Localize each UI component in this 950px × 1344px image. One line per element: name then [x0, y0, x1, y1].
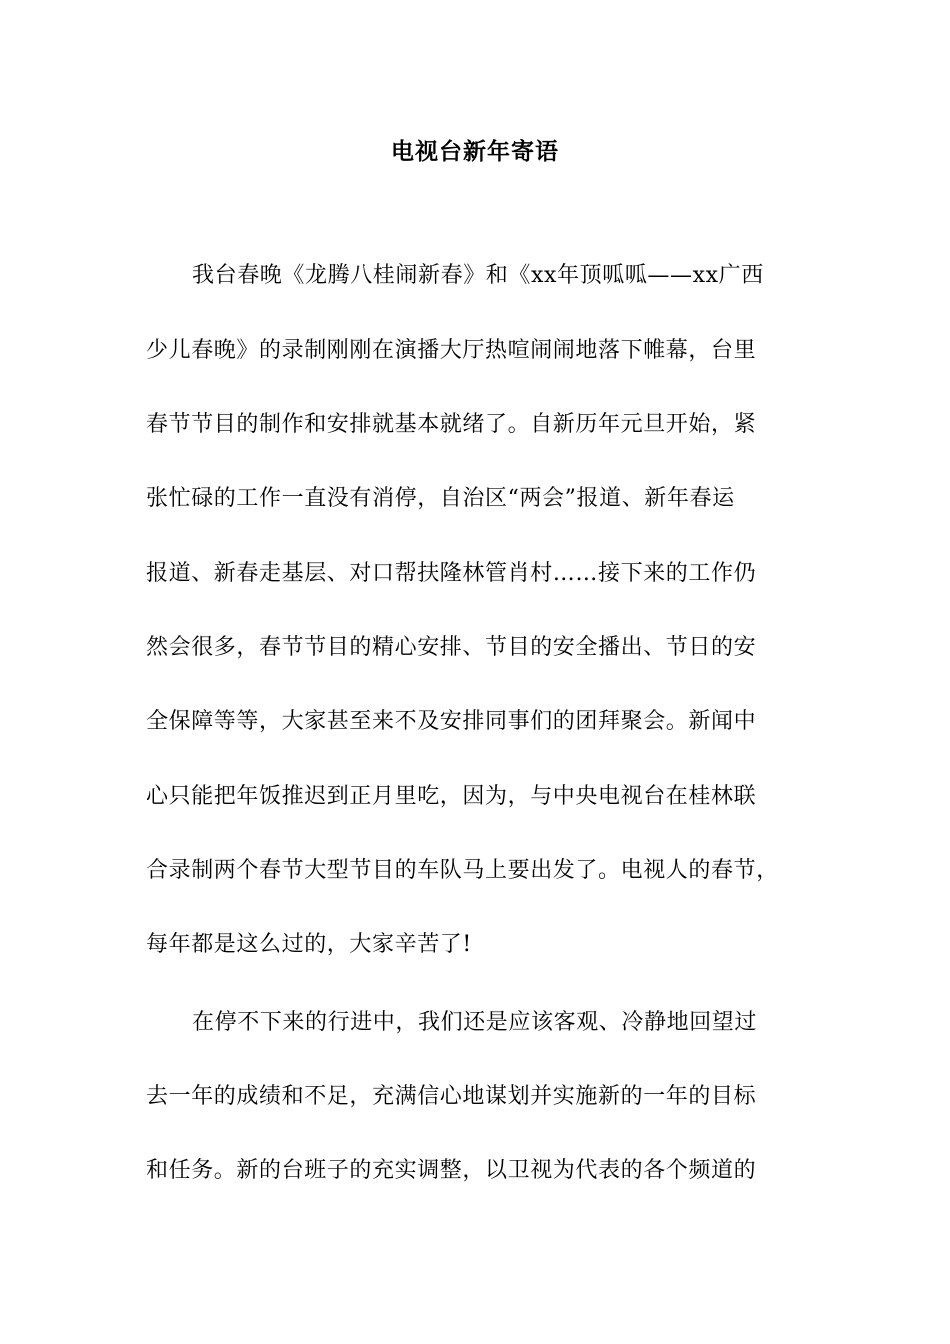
paragraph-line: 去一年的成绩和不足，充满信心地谋划并实施新的一年的目标	[146, 1084, 757, 1109]
paragraph-line: 张忙碌的工作一直没有消停，自治区“两会”报道、新年春运	[146, 486, 735, 511]
paragraph-line: 心只能把年饭推迟到正月里吃，因为，与中央电视台在桂林联	[146, 784, 757, 809]
paragraph-line: 每年都是这么过的，大家辛苦了!	[146, 932, 472, 957]
paragraph-line: 和任务。新的台班子的充实调整，以卫视为代表的各个频道的	[146, 1158, 757, 1183]
paragraph-line: 春节节目的制作和安排就基本就绪了。自新历年元旦开始，紧	[146, 412, 757, 437]
paragraph-line: 在停不下来的行进中，我们还是应该客观、冷静地回望过	[192, 1010, 758, 1035]
paragraph-line: 然会很多，春节节目的精心安排、节目的安全播出、节日的安	[146, 635, 757, 660]
paragraph-line: 全保障等等，大家甚至来不及安排同事们的团拜聚会。新闻中	[146, 709, 757, 734]
paragraph-line: 报道、新春走基层、对口帮扶隆林管肖村……接下来的工作仍	[146, 561, 757, 586]
paragraph-line: 我台春晚《龙腾八桂闹新春》和《xx年顶呱呱——xx广西	[192, 263, 764, 288]
paragraph-line: 少儿春晚》的录制刚刚在演播大厅热喧闹闹地落下帷幕，台里	[146, 338, 757, 363]
paragraph-line: 合录制两个春节大型节目的车队马上要出发了。电视人的春节，	[146, 858, 779, 883]
document-title: 电视台新年寄语	[391, 138, 559, 165]
